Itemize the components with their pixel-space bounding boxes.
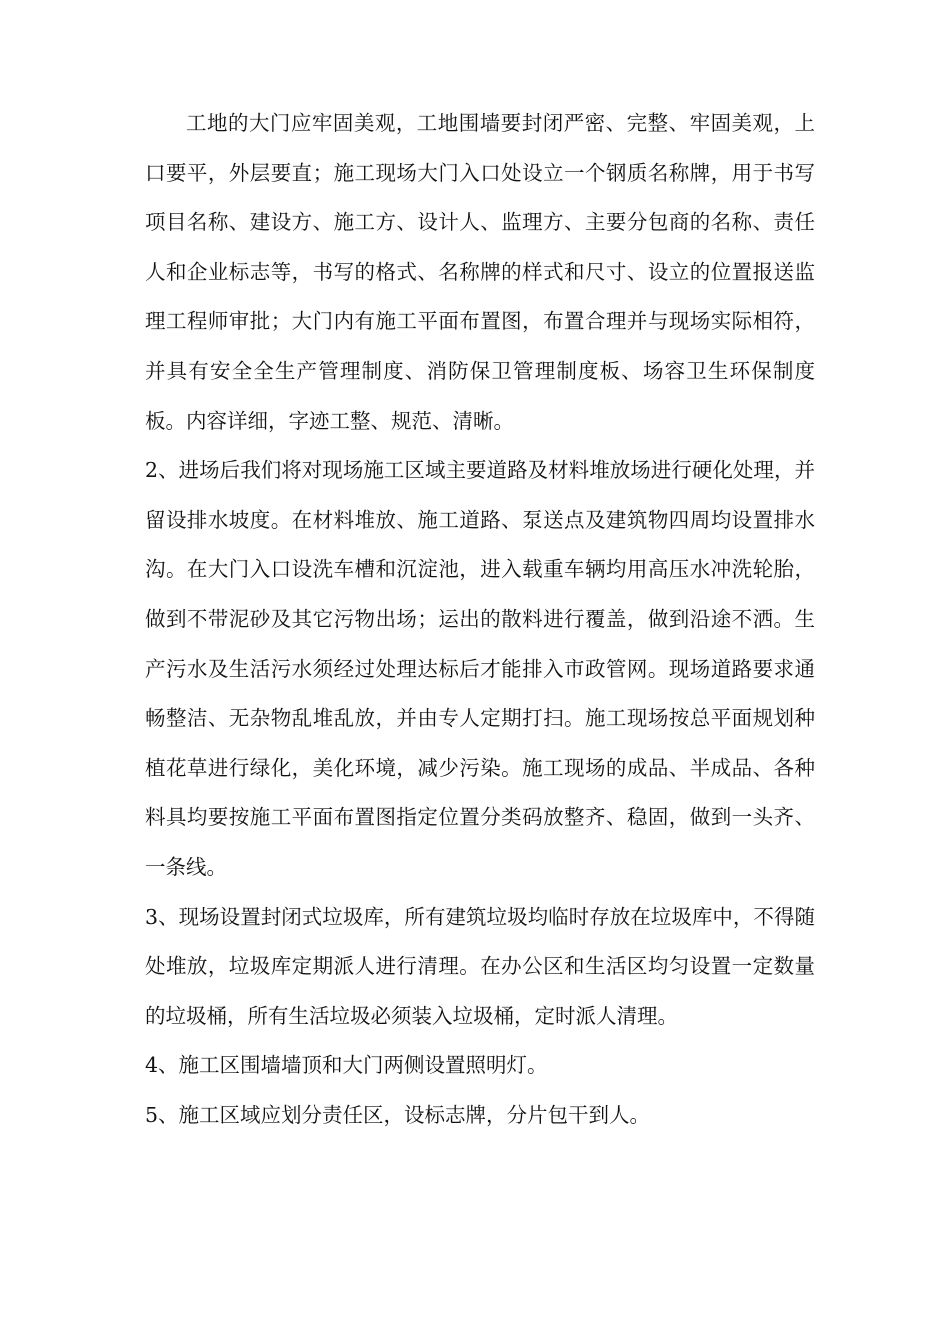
- document-body: [145, 99, 815, 1140]
- paragraph-item-2-site-hardening: 2、进场后我们将对现场施工区域主要道路及材料堆放场进行硬化处理，并留设排水坡度。在材料堆放、施工道路、泵送点及建筑物四周均设置排水沟。在大门入口设洗车槽和沉淀池，进入载重车辆均用高压水冲洗轮胎，做到不带泥砂及其它污物出场；运出的散料进行覆盖，做到沿途不洒。生产污水及生活污水须经过处理达标后才能排入市政管网。现场道路要求通畅整洁、无杂物乱堆乱放，并由专人定期打扫。施工现场按总平面规划种植花草进行绿化，美化环境，减少污染。施工现场的成品、半成品、各种料具均要按施工平面布置图指定位置分类码放整齐、稳固，做到一头齐、一条线。: [145, 458, 815, 879]
- paragraph-item-4-lighting: 4、施工区围墙墙顶和大门两侧设置照明灯。: [145, 1053, 548, 1078]
- paragraph-item-5-responsibility: 5、施工区域应划分责任区，设标志牌，分片包干到人。: [145, 1102, 651, 1127]
- paragraph-item-3-garbage: 3、现场设置封闭式垃圾库，所有建筑垃圾均临时存放在垃圾库中，不得随处堆放，垃圾库定期派人进行清理。在办公区和生活区均匀设置一定数量的垃圾桶，所有生活垃圾必须装入垃圾桶，定时派人清理。: [145, 904, 815, 1028]
- paragraph-gate-and-wall: 工地的大门应牢固美观，工地围墙要封闭严密、完整、牢固美观，上口要平，外层要直；施工现场大门入口处设立一个钢质名称牌，用于书写项目名称、建设方、施工方、设计人、监理方、主要分包商的名称、责任人和企业标志等，书写的格式、名称牌的样式和尺寸、设立的位置报送监理工程师审批；大门内有施工平面布置图，布置合理并与现场实际相符， 并具有安全全生产管理制度、消防保卫管理制度板、场容卫生环保制度板。内容详细，字迹工整、规范、清晰。: [145, 111, 815, 433]
